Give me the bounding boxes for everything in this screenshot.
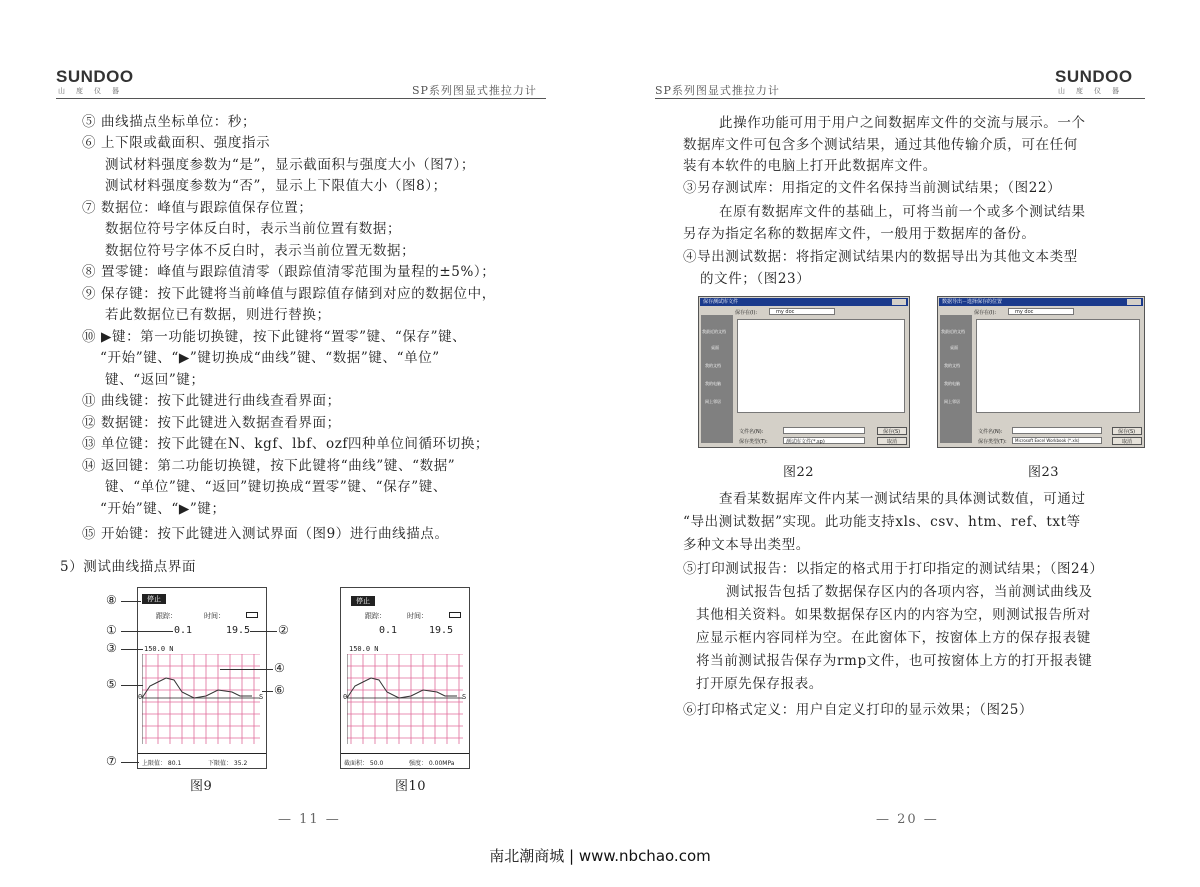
save-button[interactable] bbox=[1112, 427, 1142, 435]
dialog-title: 数据导出－选择保存的位置 bbox=[942, 299, 1003, 305]
brand-subtitle-left: 山度仪器 bbox=[58, 87, 130, 95]
ymax-label: 150.0 N bbox=[144, 645, 174, 653]
text-line: 键、“返回”键； bbox=[105, 372, 205, 388]
filetype-label: 保存类型(T): bbox=[978, 439, 1007, 445]
fig9-caption: 图9 bbox=[190, 779, 213, 794]
brand-subtitle-right: 山度仪器 bbox=[1058, 87, 1130, 95]
callout-3: ③ bbox=[106, 641, 117, 655]
callout-1: ① bbox=[106, 623, 117, 637]
text-line: 数据位符号字体不反白时，表示当前位置无数据； bbox=[105, 243, 416, 259]
text-line: 应显示框内容同样为空。在此窗体下，按窗体上方的保存报表键 bbox=[696, 630, 1091, 646]
text-line: 打开原先保存报表。 bbox=[696, 676, 823, 692]
callout-line bbox=[220, 669, 273, 670]
track-value: 0.1 bbox=[174, 625, 193, 636]
section-heading: 5）测试曲线描点界面 bbox=[60, 559, 197, 575]
cancel-button-label: 取消 bbox=[887, 439, 898, 445]
stop-label: 停止 bbox=[142, 594, 166, 604]
text-line: 其他相关资料。如果数据保存区内的内容为空，则测试报告所对 bbox=[696, 607, 1091, 623]
places-bar bbox=[940, 315, 972, 443]
text-line: 另存为指定名称的数据库文件，一般用于数据库的备份。 bbox=[683, 226, 1036, 242]
s-label: S bbox=[462, 693, 467, 701]
text-line: 在原有数据库文件的基础上，可将当前一个或多个测试结果 bbox=[719, 204, 1086, 220]
callout-line bbox=[121, 631, 173, 632]
filename-label: 文件名(N): bbox=[739, 429, 764, 435]
filename-label: 文件名(N): bbox=[978, 429, 1003, 435]
zero-label: 0 bbox=[138, 693, 143, 701]
text-line: ⑥ 上下限或截面积、强度指示 bbox=[82, 135, 271, 151]
text-line: ⑦ 数据位：峰值与跟踪值保存位置； bbox=[82, 200, 313, 216]
brand-logo-right: SUNDOO bbox=[1055, 67, 1133, 86]
filetype-value: Microsoft Excel Workbook (*.xls) bbox=[1015, 438, 1080, 443]
curve-grid bbox=[142, 654, 260, 744]
close-icon[interactable] bbox=[1127, 299, 1141, 305]
text-line: ④导出测试数据：将指定测试结果内的数据导出为其他文本类型 bbox=[683, 249, 1078, 265]
text-line: 的文件；（图23） bbox=[700, 271, 811, 287]
header-title-left: SP系列图显式推拉力计 bbox=[412, 84, 537, 97]
text-line: ③另存测试库：用指定的文件名保持当前测试结果；（图22） bbox=[683, 180, 1062, 196]
place-network[interactable]: 网上邻居 bbox=[944, 399, 960, 404]
filetype-label: 保存类型(T): bbox=[739, 439, 768, 445]
dialog-title: 保存测试库文件 bbox=[703, 299, 739, 305]
track-label: 跟踪： bbox=[365, 612, 386, 620]
filetype-select[interactable] bbox=[1012, 437, 1102, 444]
text-line: 测试材料强度参数为“否”，显示上下限值大小（图8）； bbox=[105, 178, 447, 194]
upper-limit: 上限值： 80.1 bbox=[142, 760, 182, 767]
text-line: ⑫ 数据键：按下此键进入数据查看界面； bbox=[82, 415, 341, 431]
text-line: ⑧ 置零键：峰值与跟踪值清零（跟踪值清零范围为量程的±5%）； bbox=[82, 264, 496, 280]
time-value: 19.5 bbox=[226, 625, 251, 636]
page-number-right: — 20 — bbox=[876, 812, 939, 827]
text-line: ⑩ ▶键：第一功能切换键，按下此键将“置零”键、“保存”键、 bbox=[82, 329, 467, 345]
footer-rule bbox=[138, 753, 266, 754]
fig23-caption: 图23 bbox=[1028, 465, 1060, 480]
text-line: 查看某数据库文件内某一测试结果的具体测试数值，可通过 bbox=[719, 491, 1086, 507]
folder-name: my doc bbox=[776, 309, 795, 315]
text-line: 将当前测试报告保存为rmp文件，也可按窗体上方的打开报表键 bbox=[696, 653, 1093, 669]
text-line: ⑥打印格式定义：用户自定义打印的显示效果；（图25） bbox=[683, 702, 1034, 718]
save-button[interactable] bbox=[877, 427, 907, 435]
place-mycomputer[interactable]: 我的电脑 bbox=[705, 381, 721, 386]
device-screen-fig10 bbox=[340, 587, 470, 769]
text-line: ⑭ 返回键：第二功能切换键，按下此键将“曲线”键、“数据” bbox=[82, 458, 456, 474]
footer-rule bbox=[341, 753, 469, 754]
track-label: 跟踪： bbox=[156, 612, 177, 620]
place-recent[interactable]: 我最近的文档 bbox=[702, 329, 726, 334]
ymax-label: 150.0 N bbox=[349, 645, 379, 653]
callout-line bbox=[121, 685, 143, 686]
track-value: 0.1 bbox=[379, 625, 398, 636]
text-line: “开始”键、“▶”键切换成“曲线”键、“数据”键、“单位” bbox=[100, 350, 440, 366]
cancel-button[interactable] bbox=[877, 437, 907, 445]
battery-icon bbox=[449, 612, 461, 618]
callout-line bbox=[121, 601, 141, 602]
callout-6: ⑥ bbox=[274, 683, 285, 697]
text-line: 测试报告包括了数据保存区内的各项内容，当前测试曲线及 bbox=[726, 584, 1093, 600]
close-icon[interactable] bbox=[892, 299, 906, 305]
zero-label: 0 bbox=[343, 693, 348, 701]
page-number-left: — 11 — bbox=[278, 812, 341, 827]
place-mycomputer[interactable]: 我的电脑 bbox=[944, 381, 960, 386]
text-line: ⑤打印测试报告：以指定的格式用于打印指定的测试结果；（图24） bbox=[683, 561, 1104, 577]
strength: 强度： 0.00MPa bbox=[409, 760, 455, 767]
cancel-button-label: 取消 bbox=[1122, 439, 1133, 445]
text-line: ⑨ 保存键：按下此键将当前峰值与跟踪值存储到对应的数据位中， bbox=[82, 286, 496, 302]
text-line: “开始”键、“▶”键； bbox=[100, 501, 226, 517]
callout-line bbox=[121, 762, 139, 763]
header-rule-left bbox=[56, 98, 546, 99]
site-footer[interactable]: 南北潮商城 | www.nbchao.com bbox=[489, 847, 711, 865]
text-line: 测试材料强度参数为“是”，显示截面积与强度大小（图7）； bbox=[105, 157, 475, 173]
text-line: “导出测试数据”实现。此功能支持xls、csv、htm、ref、txt等 bbox=[683, 514, 1081, 530]
text-line: ⑮ 开始键：按下此键进入测试界面（图9）进行曲线描点。 bbox=[82, 526, 449, 542]
save-in-label: 保存在(I): bbox=[735, 310, 758, 316]
callout-8: ⑧ bbox=[106, 593, 117, 607]
callout-5: ⑤ bbox=[106, 677, 117, 691]
callout-4: ④ bbox=[274, 661, 285, 675]
place-mydocs[interactable]: 我的文档 bbox=[944, 363, 960, 368]
place-network[interactable]: 网上邻居 bbox=[705, 399, 721, 404]
export-dialog-fig23 bbox=[937, 296, 1145, 448]
file-list[interactable] bbox=[976, 319, 1140, 413]
save-button-label: 保存(S) bbox=[883, 429, 901, 435]
text-line: ⑪ 曲线键：按下此键进行曲线查看界面； bbox=[82, 393, 341, 409]
save-button-label: 保存(S) bbox=[1118, 429, 1136, 435]
curve-grid bbox=[347, 654, 463, 744]
stop-label: 停止 bbox=[351, 596, 375, 606]
text-line: 此操作功能可用于用户之间数据库文件的交流与展示。一个 bbox=[719, 115, 1086, 131]
text-line: 多种文本导出类型。 bbox=[683, 537, 810, 553]
folder-name: my doc bbox=[1015, 309, 1034, 315]
callout-7: ⑦ bbox=[106, 754, 117, 768]
lower-limit: 下限值： 35.2 bbox=[208, 760, 248, 767]
filename-input[interactable] bbox=[783, 427, 865, 434]
time-label: 时间： bbox=[407, 612, 428, 620]
filetype-select[interactable] bbox=[783, 437, 865, 444]
battery-icon bbox=[246, 612, 258, 618]
filetype-value: 测试库文件(*.sp) bbox=[786, 439, 825, 445]
folder-select[interactable] bbox=[1008, 308, 1074, 315]
time-label: 时间： bbox=[204, 612, 225, 620]
filename-input[interactable] bbox=[1012, 427, 1102, 434]
text-line: 装有本软件的电脑上打开此数据库文件。 bbox=[683, 158, 937, 174]
text-line: 若此数据位已有数据，则进行替换； bbox=[105, 307, 331, 323]
save-dialog-fig22 bbox=[698, 296, 910, 448]
place-mydocs[interactable]: 我的文档 bbox=[705, 363, 721, 368]
places-bar bbox=[701, 315, 733, 443]
s-label: S bbox=[259, 693, 264, 701]
cancel-button[interactable] bbox=[1112, 437, 1142, 445]
callout-line bbox=[250, 631, 277, 632]
text-line: 键、“单位”键、“返回”键切换成“置零”键、“保存”键、 bbox=[105, 479, 448, 495]
fig10-caption: 图10 bbox=[395, 779, 427, 794]
brand-logo-left: SUNDOO bbox=[56, 67, 134, 86]
device-screen-fig9 bbox=[137, 587, 267, 769]
text-line: ⑬ 单位键：按下此键在N、kgf、lbf、ozf四种单位间循环切换； bbox=[82, 436, 490, 452]
save-in-label: 保存在(I): bbox=[974, 310, 997, 316]
file-list[interactable] bbox=[737, 319, 905, 413]
text-line: 数据位符号字体反白时，表示当前位置有数据； bbox=[105, 221, 402, 237]
place-desktop[interactable]: 桌面 bbox=[711, 345, 719, 350]
callout-2: ② bbox=[278, 623, 289, 637]
cross-section: 截面积： 50.0 bbox=[344, 760, 384, 767]
fig22-caption: 图22 bbox=[783, 465, 815, 480]
callout-line bbox=[121, 649, 143, 650]
place-desktop[interactable]: 桌面 bbox=[950, 345, 958, 350]
callout-line bbox=[262, 691, 273, 692]
time-value: 19.5 bbox=[429, 625, 454, 636]
header-rule-right bbox=[655, 98, 1145, 99]
text-line: ⑤ 曲线描点坐标单位：秒； bbox=[82, 114, 257, 130]
header-title-right: SP系列图显式推拉力计 bbox=[655, 84, 780, 97]
place-recent[interactable]: 我最近的文档 bbox=[941, 329, 965, 334]
text-line: 数据库文件可包含多个测试结果，通过其他传输介质，可在任何 bbox=[683, 137, 1078, 153]
folder-select[interactable] bbox=[769, 308, 835, 315]
